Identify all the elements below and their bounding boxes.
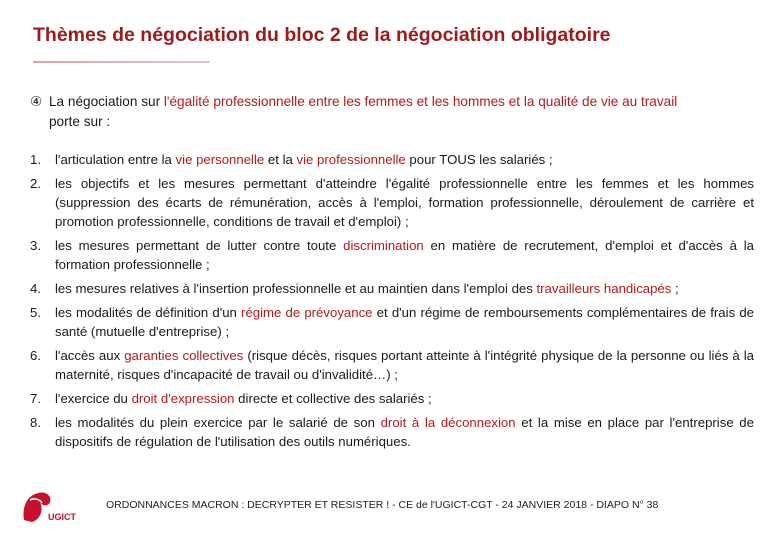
list-item-highlight: droit à la déconnexion — [380, 415, 516, 430]
list-item-text: (risque décès, risques portant atteinte à l'intégrité physique de la personne ou liés à la maternité, risques d'incapacité de travail ou d'invalidité…) ; — [55, 348, 754, 382]
page-title: Thèmes de négociation du bloc 2 de la négociation obligatoire — [33, 24, 611, 46]
intro-paragraph — [30, 92, 754, 132]
list-item-highlight: vie personnelle — [175, 152, 265, 167]
list-item — [30, 346, 754, 384]
list-item-text: les mesures permettant de lutter contre toute — [55, 238, 344, 253]
list-item — [30, 150, 754, 169]
list-item-text: pour TOUS les salariés ; — [405, 152, 553, 167]
list-item-highlight: vie professionnelle — [296, 152, 406, 167]
list-item-text: ; — [671, 281, 679, 296]
list-item-text: l'accès aux — [55, 348, 125, 363]
intro-highlight: l'égalité professionnelle entre les femmes et les hommes et la qualité de vie au travail — [163, 94, 678, 109]
list-item — [30, 389, 754, 408]
list-item-text: et la mise en place par l'entreprise de dispositifs de régulation de l'utilisation des outils numériques. — [55, 415, 754, 449]
logo-text: UGICT — [48, 512, 76, 522]
list-item-highlight: droit d'expression — [131, 391, 235, 406]
circled-four-icon: ④ — [30, 94, 43, 109]
negotiation-themes-list — [30, 150, 754, 456]
footer-caption: ORDONNANCES MACRON : DECRYPTER ET RESISTER ! - CE de l'UGICT-CGT - 24 JANVIER 2018 - DIAPO N° 38 — [106, 499, 659, 511]
cgt-ugict-logo — [18, 490, 98, 524]
list-item — [30, 236, 754, 274]
list-item-number: 4. — [30, 281, 41, 296]
list-item-number: 2. — [30, 176, 41, 191]
list-item — [30, 174, 754, 231]
list-item-text: et d'un régime de remboursements complémentaires de frais de santé (mutuelle d'entreprise) ; — [55, 305, 754, 339]
intro-text-before: La négociation sur — [49, 94, 164, 109]
list-item-number: 1. — [30, 152, 41, 167]
list-item-highlight: travailleurs handicapés — [536, 281, 672, 296]
list-item-text: en matière de recrutement, d'emploi et d'accès à la formation professionnelle ; — [55, 238, 754, 272]
list-item-text: directe et collective des salariés ; — [234, 391, 432, 406]
list-item-number: 6. — [30, 348, 41, 363]
list-item — [30, 303, 754, 341]
list-item-text: les modalités de définition d'un — [55, 305, 242, 320]
list-item-text: les modalités du plein exercice par le salarié de son — [55, 415, 381, 430]
list-item-text: les mesures relatives à l'insertion professionnelle et au maintien dans l'emploi des — [55, 281, 537, 296]
intro-text-after: porte sur : — [49, 114, 111, 129]
list-item-text: et la — [264, 152, 297, 167]
list-item-number: 5. — [30, 305, 41, 320]
list-item — [30, 279, 754, 298]
list-item-text: l'exercice du — [55, 391, 132, 406]
title-divider — [33, 61, 210, 63]
list-item-highlight: discrimination — [343, 238, 424, 253]
list-item-highlight: garanties collectives — [124, 348, 244, 363]
list-item-number: 8. — [30, 415, 41, 430]
list-item-highlight: régime de prévoyance — [241, 305, 373, 320]
list-item — [30, 413, 754, 451]
list-item-text: les objectifs et les mesures permettant d'atteindre l'égalité professionnelle entre les femmes et les hommes (suppression des écarts de rémunération, accès à l'emploi, formation professionnelle, déroulement de carrière et promotion professionnelle, conditions de travail et d'emploi) ; — [55, 176, 754, 229]
list-item-number: 3. — [30, 238, 41, 253]
list-item-text: l'articulation entre la — [55, 152, 176, 167]
list-item-number: 7. — [30, 391, 41, 406]
